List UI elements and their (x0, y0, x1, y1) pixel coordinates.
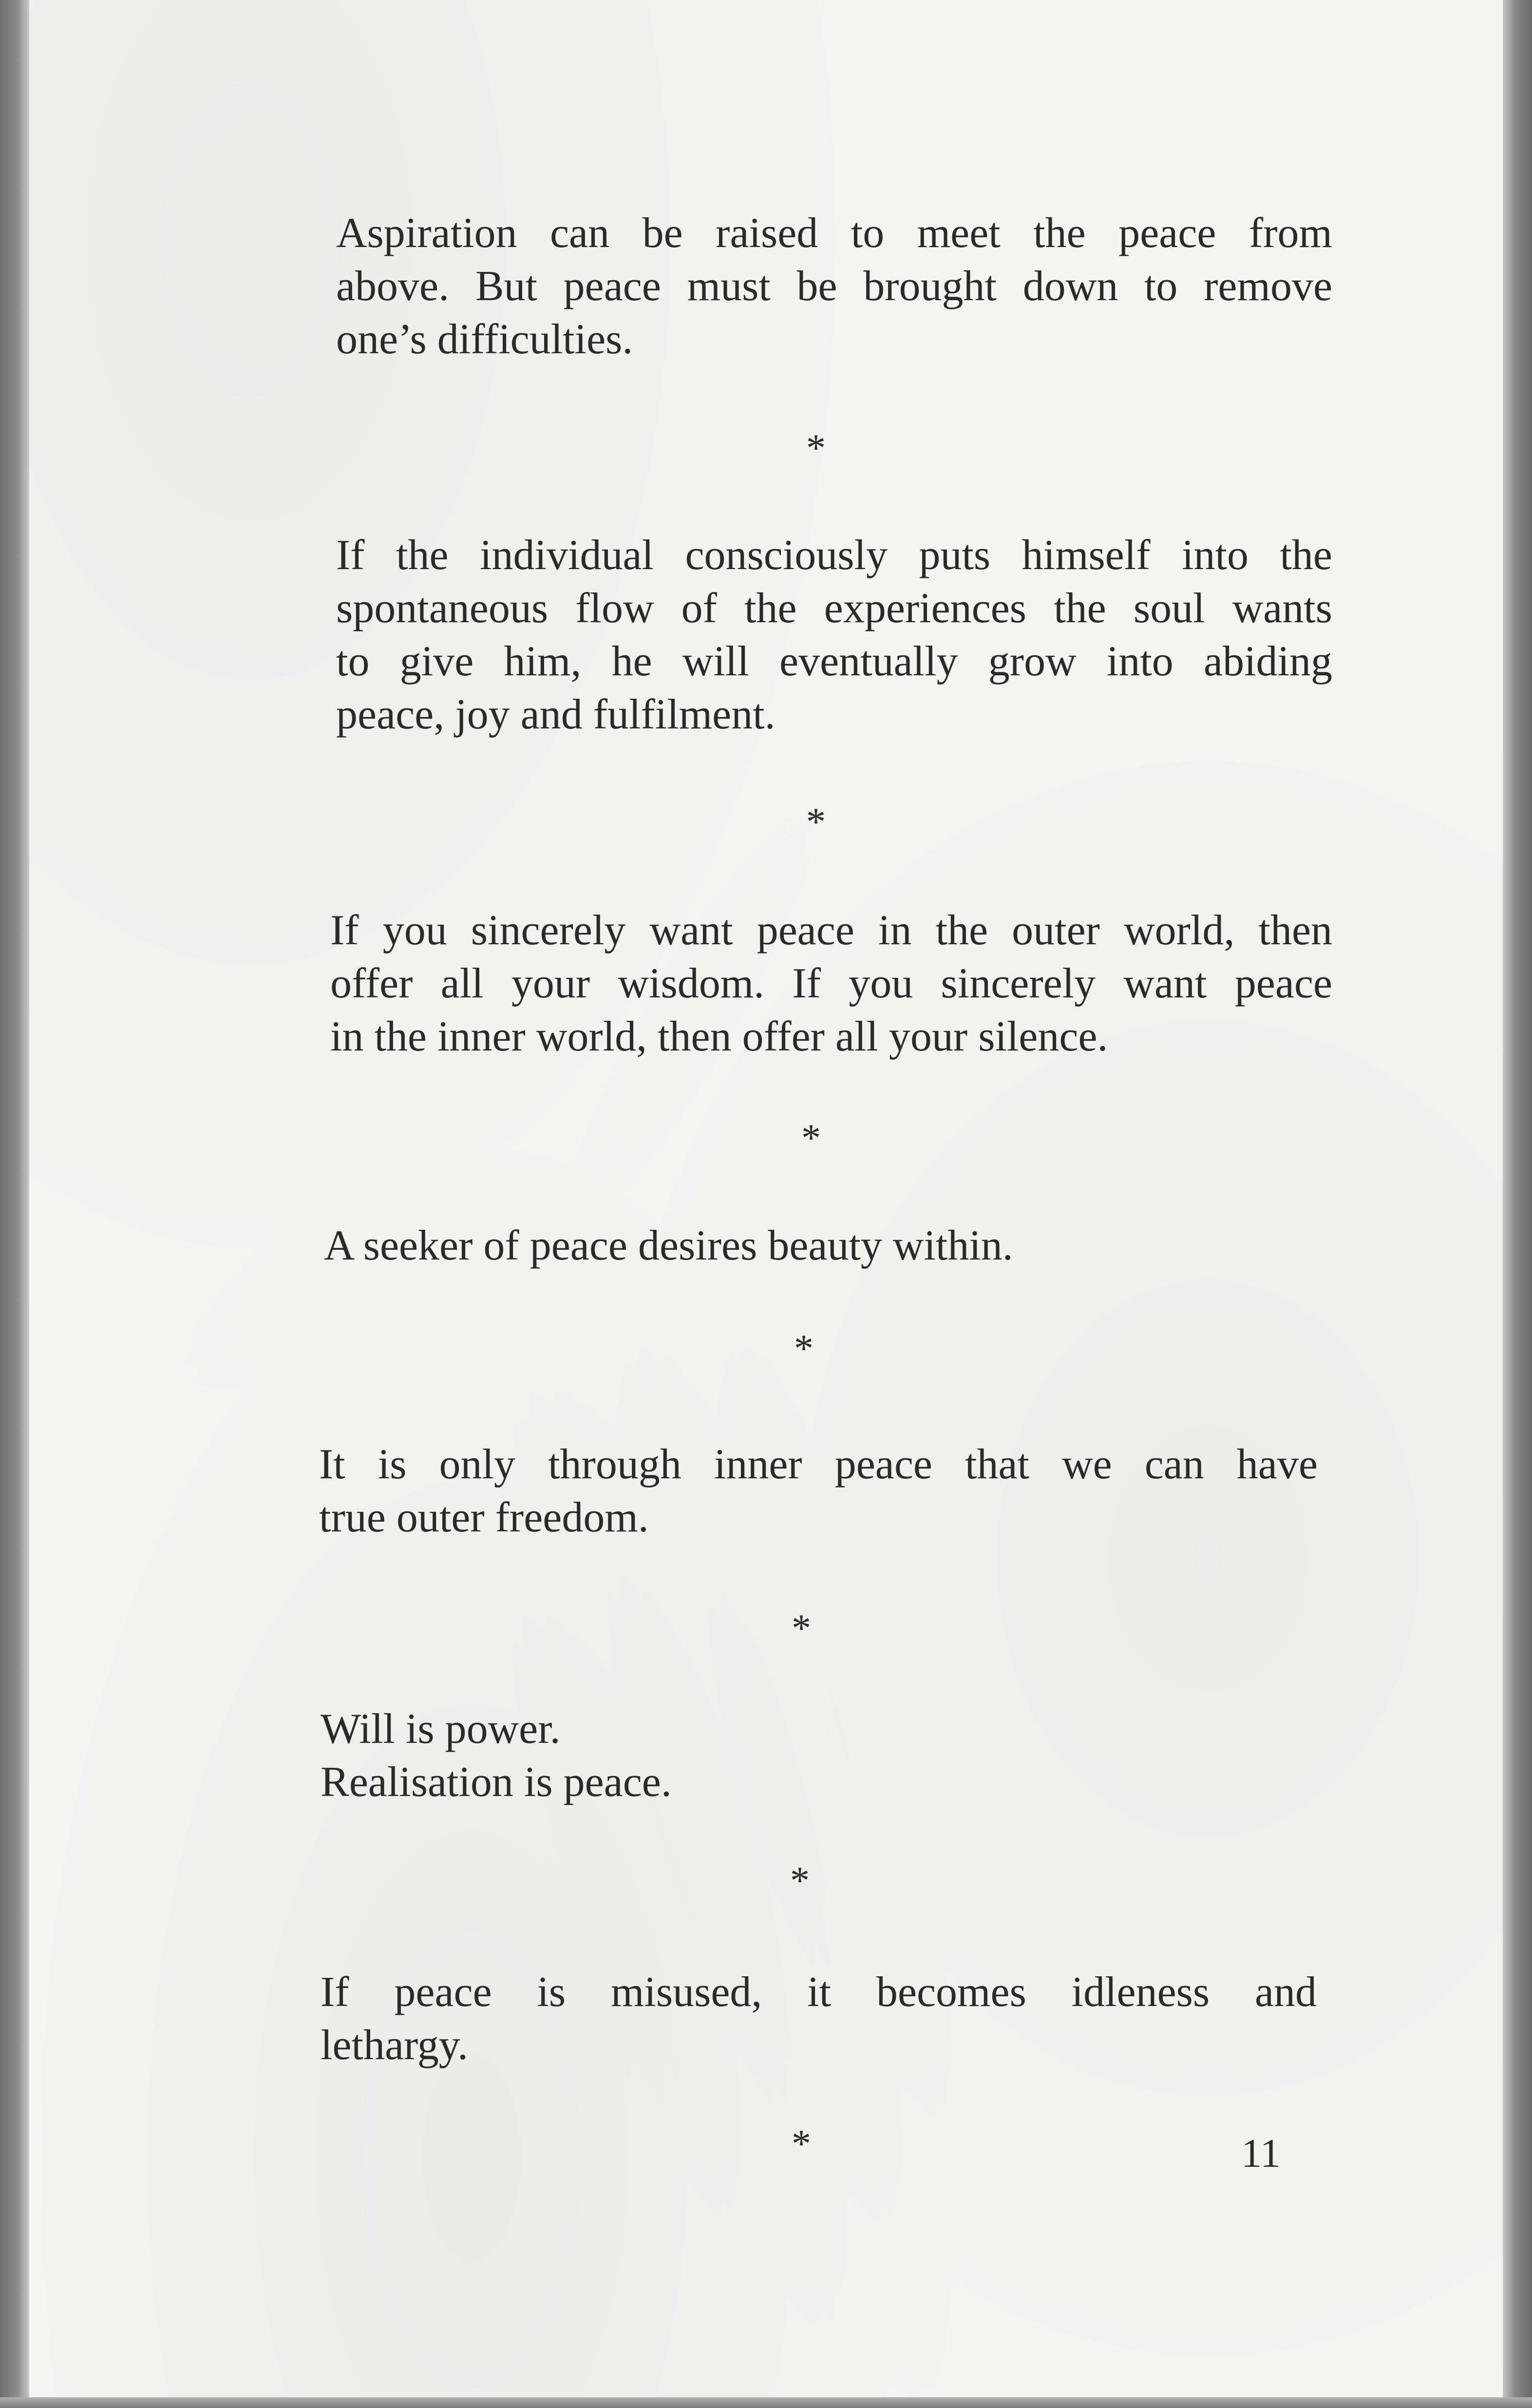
scan-shadow-left (0, 0, 29, 2408)
separator-asterisk: * (806, 801, 826, 843)
paragraph-5 (319, 1438, 1318, 1544)
separator-asterisk: * (792, 2122, 811, 2165)
text-line: If peace is misused, it becomes idleness and (321, 1968, 1317, 2016)
separator-asterisk: * (806, 427, 826, 470)
text-line: Aspiration can be raised to meet the peace from (336, 210, 1332, 257)
separator-asterisk: * (794, 1327, 813, 1370)
text-line: spontaneous flow of the experiences the soul wants (336, 585, 1332, 632)
text-line: If you sincerely want peace in the outer world, then (330, 907, 1332, 954)
text-line: Realisation is peace. (321, 1758, 672, 1806)
text-line: Will is power. (321, 1705, 561, 1753)
page-number: 11 (1241, 2131, 1281, 2176)
text-line: A seeker of peace desires beauty within. (324, 1222, 1013, 1269)
text-line: lethargy. (321, 2022, 469, 2069)
separator-asterisk: * (792, 1607, 811, 1650)
text-line: It is only through inner peace that we can have (319, 1441, 1318, 1488)
paragraph-6 (321, 1702, 1314, 1809)
book-page (29, 0, 1503, 2397)
paragraph-1 (336, 207, 1332, 366)
text-line: above. But peace must be brought down to remove (336, 263, 1332, 310)
scan-shadow-bottom (0, 2397, 1532, 2408)
text-line: in the inner world, then offer all your silence. (330, 1013, 1108, 1060)
text-line: peace, joy and fulfilment. (336, 691, 775, 738)
text-line: to give him, he will eventually grow into abiding (336, 638, 1332, 685)
paragraph-2 (336, 529, 1332, 741)
paragraph-4 (324, 1219, 1327, 1272)
text-line: true outer freedom. (319, 1494, 649, 1541)
separator-asterisk: * (790, 1859, 810, 1902)
text-line: one’s difficulties. (336, 316, 633, 363)
scan-shadow-right (1503, 0, 1532, 2408)
paragraph-7 (321, 1966, 1317, 2072)
text-line: offer all your wisdom. If you sincerely want peace (330, 960, 1332, 1007)
paragraph-3 (330, 904, 1332, 1063)
text-line: If the individual consciously puts himself into the (336, 532, 1332, 579)
separator-asterisk: * (801, 1117, 821, 1160)
